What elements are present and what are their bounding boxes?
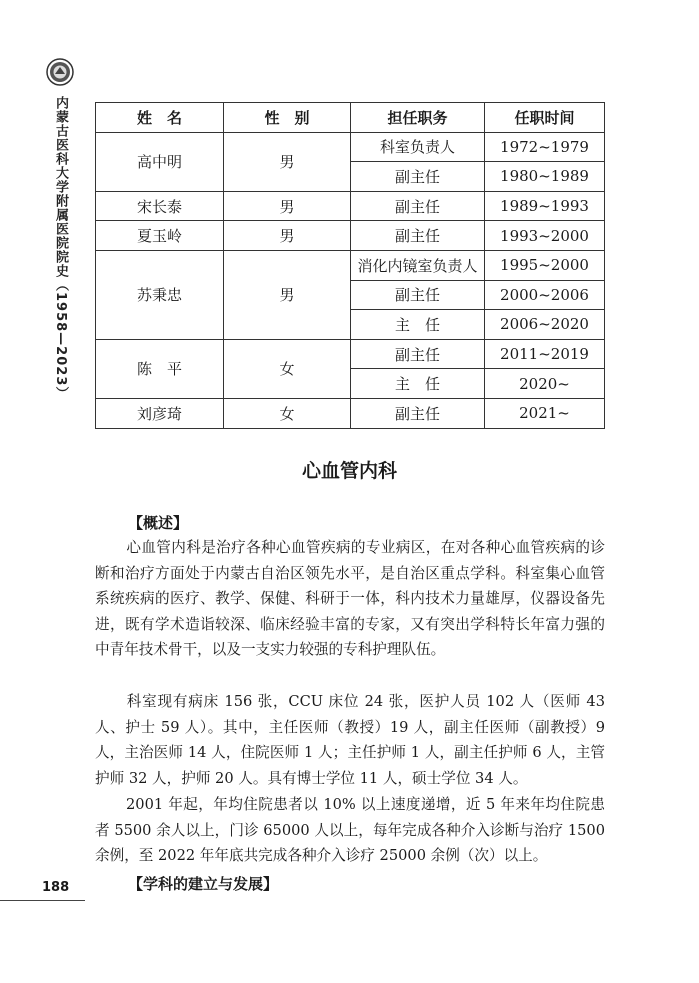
header-name: 姓 名 [96, 103, 224, 133]
cell-gender: 男 [224, 191, 351, 221]
cell-period: 1972~1979 [485, 132, 605, 162]
cell-name: 陈 平 [96, 339, 224, 398]
cell-position: 副主任 [351, 191, 485, 221]
cell-name: 高中明 [96, 132, 224, 191]
paragraph-statistics [95, 792, 605, 869]
table-row [96, 250, 605, 280]
paragraph-text: 2001 年起，年均住院患者以 10% 以上速度递增，近 5 年来年均住院患者 5500 余人以上，门诊 65000 人以上，每年完成各种介入诊断与治疗 1500 余例，至 2022 年年底共完成各种介入诊疗 25000 余例（次）以上。 [95, 796, 605, 865]
table-row [96, 339, 605, 369]
cell-period: 1980~1989 [485, 162, 605, 192]
cell-position: 副主任 [351, 339, 485, 369]
header-period: 任职时间 [485, 103, 605, 133]
cell-name: 苏秉忠 [96, 250, 224, 339]
cell-period: 1989~1993 [485, 191, 605, 221]
paragraph-text: 科室现有病床 156 张，CCU 床位 24 张，医护人员 102 人（医师 43 人、护士 59 人）。其中，主任医师（教授）19 人，副主任医师（副教授）9 人，主治医师 14 人，住院医师 1 人；主任护师 1 人，副主任护师 6 人，主管护师 32 人，护师 20 人。具有博士学位 11 人，硕士学位 34 人。 [95, 693, 605, 787]
cell-name: 夏玉岭 [96, 221, 224, 251]
staff-table [95, 102, 605, 429]
cell-position: 副主任 [351, 280, 485, 310]
table-header-row [96, 103, 605, 133]
cell-gender: 男 [224, 132, 351, 191]
cell-period: 1993~2000 [485, 221, 605, 251]
cell-period: 2006~2020 [485, 310, 605, 340]
cell-gender: 男 [224, 250, 351, 339]
cell-name: 宋长泰 [96, 191, 224, 221]
cell-position: 消化内镜室负责人 [351, 250, 485, 280]
cell-period: 2021~ [485, 398, 605, 428]
header-gender: 性 别 [224, 103, 351, 133]
paragraph-overview [95, 535, 605, 663]
table-row [96, 132, 605, 162]
cell-gender: 女 [224, 398, 351, 428]
paragraph-staffing [95, 689, 605, 791]
cell-gender: 女 [224, 339, 351, 398]
cell-position: 科室负责人 [351, 132, 485, 162]
header-position: 担任职务 [351, 103, 485, 133]
cell-period: 1995~2000 [485, 250, 605, 280]
overview-heading: 【概述】 [128, 514, 189, 532]
cell-period: 2000~2006 [485, 280, 605, 310]
section-title: 心血管内科 [301, 460, 397, 482]
cell-position: 副主任 [351, 398, 485, 428]
table-row [96, 221, 605, 251]
cell-period: 2011~2019 [485, 339, 605, 369]
cell-position: 副主任 [351, 221, 485, 251]
page-number: 188 [42, 880, 70, 895]
cell-position: 副主任 [351, 162, 485, 192]
development-heading: 【学科的建立与发展】 [128, 875, 279, 893]
cell-position: 主 任 [351, 310, 485, 340]
page-number-rule [0, 900, 85, 901]
table-row [96, 191, 605, 221]
cell-period: 2020~ [485, 369, 605, 399]
cell-position: 主 任 [351, 369, 485, 399]
paragraph-text: 心血管内科是治疗各种心血管疾病的专业病区，在对各种心血管疾病的诊断和治疗方面处于内蒙古自治区领先水平，是自治区重点学科。科室集心血管系统疾病的医疗、教学、保健、科研于一体，科内技术力量雄厚，仪器设备先进，既有学术造诣较深、临床经验丰富的专家，又有突出学科特长年富力强的中青年技术骨干，以及一支实力较强的专科护理队伍。 [95, 539, 605, 659]
table-row [96, 398, 605, 428]
hospital-logo-icon [46, 58, 74, 86]
book-title-vertical: 内蒙古医科大学附属医院院史（1958—2023） [53, 96, 68, 401]
cell-gender: 男 [224, 221, 351, 251]
cell-name: 刘彦琦 [96, 398, 224, 428]
